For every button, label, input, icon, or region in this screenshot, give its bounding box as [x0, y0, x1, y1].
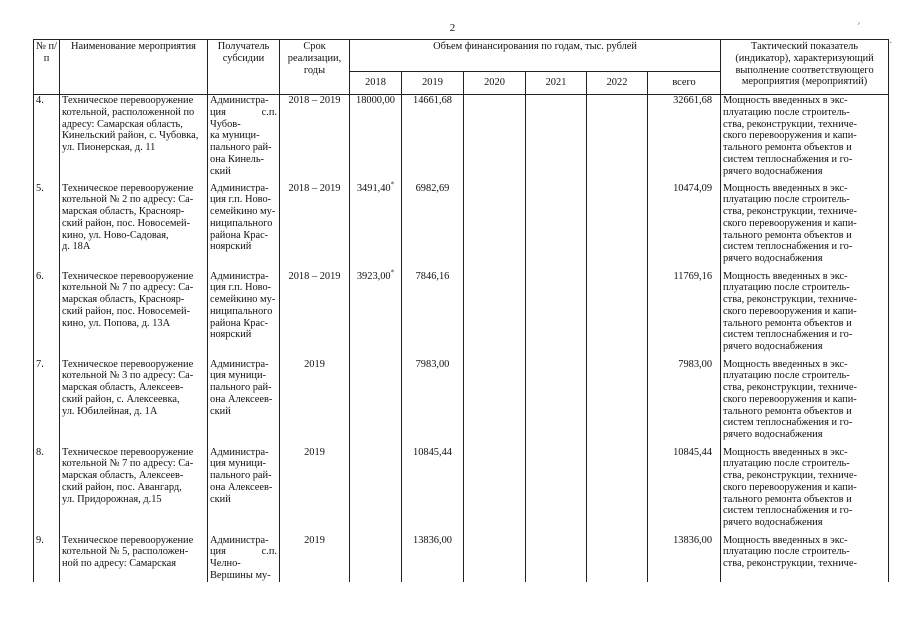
amount-2018	[350, 447, 402, 535]
tactical-indicator-line: ства, реконструкции, техниче-	[723, 382, 857, 394]
subsidy-recipient-line: ция с.п. Челно-	[210, 546, 277, 570]
amount-2021	[526, 95, 587, 183]
funding-table	[33, 39, 889, 582]
measure-name-line: ский район, пос. Новосемей-	[62, 305, 191, 317]
measure-name	[60, 271, 208, 359]
tactical-indicator-line: ства, реконструкции, техниче-	[723, 294, 857, 306]
implementation-term: 2018 – 2019	[280, 95, 350, 183]
tactical-indicator-line: рячего водоснабжения	[723, 429, 823, 441]
tactical-indicator	[721, 535, 889, 582]
tactical-indicator-line: Мощность введенных в экс-	[723, 534, 848, 546]
amount-2022	[587, 447, 648, 535]
subsidy-recipient-line: ский	[210, 165, 231, 177]
tactical-indicator	[721, 447, 889, 535]
tactical-indicator-line: тального ремонта объектов и	[723, 493, 852, 505]
tactical-indicator-line: систем теплоснабжения и го-	[723, 505, 853, 517]
measure-name-line: ский район, с. Алексеевка,	[62, 393, 180, 405]
amount-2019: 10845,44	[402, 447, 464, 535]
subsidy-recipient-line: ский	[210, 493, 231, 505]
tactical-indicator-line: тального ремонта объектов и	[723, 229, 852, 241]
amount-2020	[464, 447, 526, 535]
measure-name-line: Техническое перевооружение	[62, 358, 194, 370]
tactical-indicator-line: плуатацию после строитель-	[723, 458, 850, 470]
amount-2018	[350, 268, 402, 359]
subsidy-recipient-line: ка муници-	[210, 130, 260, 142]
implementation-term: 2019	[280, 535, 350, 582]
amount-total: 7983,00	[648, 359, 721, 447]
implementation-term: 2018 – 2019	[280, 271, 350, 359]
footnote-mark: *	[390, 180, 395, 189]
amount-2021	[526, 183, 587, 271]
table-row	[34, 183, 889, 271]
measure-name	[60, 183, 208, 271]
subsidy-recipient-line: ниципального	[210, 217, 273, 229]
tactical-indicator	[721, 271, 889, 359]
subsidy-recipient-line: она Кинель-	[210, 153, 265, 165]
tactical-indicator-line: ского перевооружения и капи-	[723, 481, 857, 493]
row-number: 4.	[34, 95, 60, 183]
amount-2018-value: 3491,40	[356, 182, 391, 194]
subsidy-recipient-line: Администра-	[210, 182, 269, 194]
amount-2018-value: 18000,00	[356, 95, 395, 106]
measure-name-line: Техническое перевооружение	[62, 534, 194, 546]
amount-2022	[587, 535, 648, 582]
measure-name-line: котельной № 3 по адресу: Са-	[62, 370, 194, 382]
scan-mark: ¸	[857, 14, 861, 25]
amount-2019: 6982,69	[402, 183, 464, 271]
subsidy-recipient-line: ция муници-	[210, 458, 266, 470]
tactical-indicator-line: ства, реконструкции, техниче-	[723, 118, 857, 130]
subsidy-recipient-line: пального рай-	[210, 382, 272, 394]
tactical-indicator-line: ского перевооружения и капи-	[723, 393, 857, 405]
tactical-indicator-line: Мощность введенных в экс-	[723, 95, 848, 106]
measure-name-line: кино, ул. Попова, д. 13А	[62, 317, 171, 329]
amount-2020	[464, 95, 526, 183]
subsidy-recipient	[208, 359, 280, 447]
measure-name-line: котельной № 5, расположен-	[62, 546, 189, 558]
amount-2022	[587, 183, 648, 271]
header-num: № п/п	[34, 40, 60, 95]
amount-2021	[526, 271, 587, 359]
table-row	[34, 95, 889, 183]
tactical-indicator-line: Мощность введенных в экс-	[723, 270, 848, 282]
header-recipient: Получатель субсидии	[208, 40, 280, 95]
measure-name-line: Техническое перевооружение	[62, 182, 194, 194]
tactical-indicator-line: систем теплоснабжения и го-	[723, 153, 853, 165]
tactical-indicator	[721, 359, 889, 447]
implementation-term: 2019	[280, 447, 350, 535]
amount-2019: 14661,68	[402, 95, 464, 183]
amount-total: 32661,68	[648, 95, 721, 183]
tactical-indicator-line: тального ремонта объектов и	[723, 317, 852, 329]
subsidy-recipient-line: семейкино му-	[210, 206, 276, 218]
measure-name-line: ул. Юбилейная, д. 1А	[62, 405, 158, 417]
tactical-indicator-line: ства, реконструкции, техниче-	[723, 470, 857, 482]
tactical-indicator-line: ского перевооружения и капи-	[723, 130, 857, 142]
subsidy-recipient	[208, 447, 280, 535]
implementation-term: 2019	[280, 359, 350, 447]
subsidy-recipient-line: ция г.п. Ново-	[210, 282, 272, 294]
measure-name-line: марская область, Алексеев-	[62, 470, 184, 482]
amount-2022	[587, 359, 648, 447]
amount-2021	[526, 447, 587, 535]
amount-2018-value: 3923,00	[356, 270, 391, 282]
header-year-2022: 2022	[587, 72, 648, 95]
table-row	[34, 447, 889, 535]
subsidy-recipient-line: ция с.п. Чубов-	[210, 106, 277, 130]
tactical-indicator-line: плуатацию после строитель-	[723, 370, 850, 382]
measure-name-line: марская область, Краснояр-	[62, 206, 185, 218]
amount-2019: 13836,00	[402, 535, 464, 582]
header-name: Наименование мероприятия	[60, 40, 208, 95]
tactical-indicator-line: ского перевооружения и капи-	[723, 305, 857, 317]
amount-total: 13836,00	[648, 535, 721, 582]
tactical-indicator-line: систем теплоснабжения и го-	[723, 329, 853, 341]
tactical-indicator-line: систем теплоснабжения и го-	[723, 417, 853, 429]
amount-2018	[350, 95, 402, 183]
measure-name-line: марская область, Алексеев-	[62, 382, 184, 394]
scan-mark: ·	[889, 38, 893, 49]
measure-name-line: марская область, Краснояр-	[62, 294, 185, 306]
measure-name-line: д. 18А	[62, 241, 91, 253]
implementation-term: 2018 – 2019	[280, 183, 350, 271]
subsidy-recipient-line: пального рай-	[210, 142, 272, 154]
subsidy-recipient-line: Вершины му-	[210, 569, 271, 581]
subsidy-recipient-line: Администра-	[210, 358, 269, 370]
measure-name-line: Техническое перевооружение	[62, 95, 194, 106]
subsidy-recipient	[208, 95, 280, 183]
row-number: 9.	[34, 535, 60, 582]
subsidy-recipient	[208, 183, 280, 271]
tactical-indicator-line: ства, реконструкции, техниче-	[723, 206, 857, 218]
amount-2021	[526, 535, 587, 582]
subsidy-recipient	[208, 535, 280, 582]
tactical-indicator-line: рячего водоснабжения	[723, 517, 823, 529]
tactical-indicator-line: ства, реконструкции, техниче-	[723, 558, 857, 570]
amount-2021	[526, 359, 587, 447]
measure-name-line: Техническое перевооружение	[62, 270, 194, 282]
amount-total: 10474,09	[648, 183, 721, 271]
tactical-indicator-line: плуатацию после строитель-	[723, 546, 850, 558]
subsidy-recipient-line: ция муници-	[210, 370, 266, 382]
tactical-indicator-line: ского перевооружения и капи-	[723, 217, 857, 229]
header-year-2020: 2020	[464, 72, 526, 95]
subsidy-recipient-line: ноярский	[210, 241, 252, 253]
subsidy-recipient-line: Администра-	[210, 270, 269, 282]
table-row	[34, 271, 889, 359]
page-number: 2	[449, 22, 456, 34]
tactical-indicator-line: Мощность введенных в экс-	[723, 446, 848, 458]
amount-2018	[350, 180, 402, 271]
measure-name-line: котельной № 2 по адресу: Са-	[62, 194, 194, 206]
tactical-indicator-line: тального ремонта объектов и	[723, 142, 852, 154]
amount-2018	[350, 359, 402, 447]
subsidy-recipient-line: района Крас-	[210, 317, 269, 329]
amount-2020	[464, 535, 526, 582]
subsidy-recipient-line: Администра-	[210, 534, 269, 546]
subsidy-recipient-line: семейкино му-	[210, 294, 276, 306]
footnote-mark: *	[390, 268, 395, 277]
subsidy-recipient	[208, 271, 280, 359]
subsidy-recipient-line: она Алексеев-	[210, 481, 273, 493]
amount-2020	[464, 183, 526, 271]
measure-name-line: ул. Пионерская, д. 11	[62, 142, 156, 154]
measure-name	[60, 447, 208, 535]
subsidy-recipient-line: ция г.п. Ново-	[210, 194, 272, 206]
tactical-indicator	[721, 95, 889, 183]
subsidy-recipient-line: Администра-	[210, 95, 269, 106]
table-body	[34, 95, 889, 582]
measure-name-line: ной по адресу: Самарская	[62, 558, 176, 570]
row-number: 7.	[34, 359, 60, 447]
tactical-indicator-line: тального ремонта объектов и	[723, 405, 852, 417]
tactical-indicator-line: плуатацию после строитель-	[723, 194, 850, 206]
amount-2022	[587, 95, 648, 183]
table-row	[34, 359, 889, 447]
tactical-indicator	[721, 183, 889, 271]
row-number: 5.	[34, 183, 60, 271]
header-volume: Объем финансирования по годам, тыс. рублей	[350, 40, 721, 72]
subsidy-recipient-line: Администра-	[210, 446, 269, 458]
row-number: 6.	[34, 271, 60, 359]
measure-name	[60, 95, 208, 183]
measure-name	[60, 359, 208, 447]
tactical-indicator-line: рячего водоснабжения	[723, 341, 823, 353]
tactical-indicator-line: рячего водоснабжения	[723, 165, 823, 177]
subsidy-recipient-line: ниципального	[210, 305, 273, 317]
amount-2019: 7983,00	[402, 359, 464, 447]
header-indicator: Тактический показатель (индикатор), характеризующий выполнение соответствующего мероприятия (мероприятий)	[721, 40, 889, 95]
header-year-2021: 2021	[526, 72, 587, 95]
header-total: всего	[648, 72, 721, 95]
subsidy-recipient-line: пального рай-	[210, 470, 272, 482]
subsidy-recipient-line: ноярский	[210, 329, 252, 341]
measure-name-line: Техническое перевооружение	[62, 446, 194, 458]
measure-name	[60, 535, 208, 582]
tactical-indicator-line: Мощность введенных в экс-	[723, 358, 848, 370]
header-year-2018: 2018	[350, 72, 402, 95]
measure-name-line: ский район, пос. Новосемей-	[62, 217, 191, 229]
measure-name-line: котельной № 7 по адресу: Са-	[62, 458, 194, 470]
amount-total: 10845,44	[648, 447, 721, 535]
measure-name-line: ский район, пос. Авангард,	[62, 481, 182, 493]
measure-name-line: котельной, расположенной по	[62, 106, 195, 118]
header-year-2019: 2019	[402, 72, 464, 95]
measure-name-line: кино, ул. Ново-Садовая,	[62, 229, 169, 241]
tactical-indicator-line: рячего водоснабжения	[723, 253, 823, 265]
measure-name-line: адресу: Самарская область,	[62, 118, 183, 130]
tactical-indicator-line: плуатацию после строитель-	[723, 282, 850, 294]
measure-name-line: ул. Придорожная, д.15	[62, 493, 162, 505]
subsidy-recipient-line: ский	[210, 405, 231, 417]
row-number: 8.	[34, 447, 60, 535]
amount-2018	[350, 535, 402, 582]
header-term: Срок реализации, годы	[280, 40, 350, 95]
amount-2022	[587, 271, 648, 359]
table-row	[34, 535, 889, 582]
tactical-indicator-line: Мощность введенных в экс-	[723, 182, 848, 194]
amount-2020	[464, 359, 526, 447]
tactical-indicator-line: плуатацию после строитель-	[723, 106, 850, 118]
subsidy-recipient-line: она Алексеев-	[210, 393, 273, 405]
amount-2020	[464, 271, 526, 359]
amount-total: 11769,16	[648, 271, 721, 359]
measure-name-line: котельной № 7 по адресу: Са-	[62, 282, 194, 294]
measure-name-line: Кинельский район, с. Чубовка,	[62, 130, 199, 142]
amount-2019: 7846,16	[402, 271, 464, 359]
tactical-indicator-line: систем теплоснабжения и го-	[723, 241, 853, 253]
subsidy-recipient-line: района Крас-	[210, 229, 269, 241]
